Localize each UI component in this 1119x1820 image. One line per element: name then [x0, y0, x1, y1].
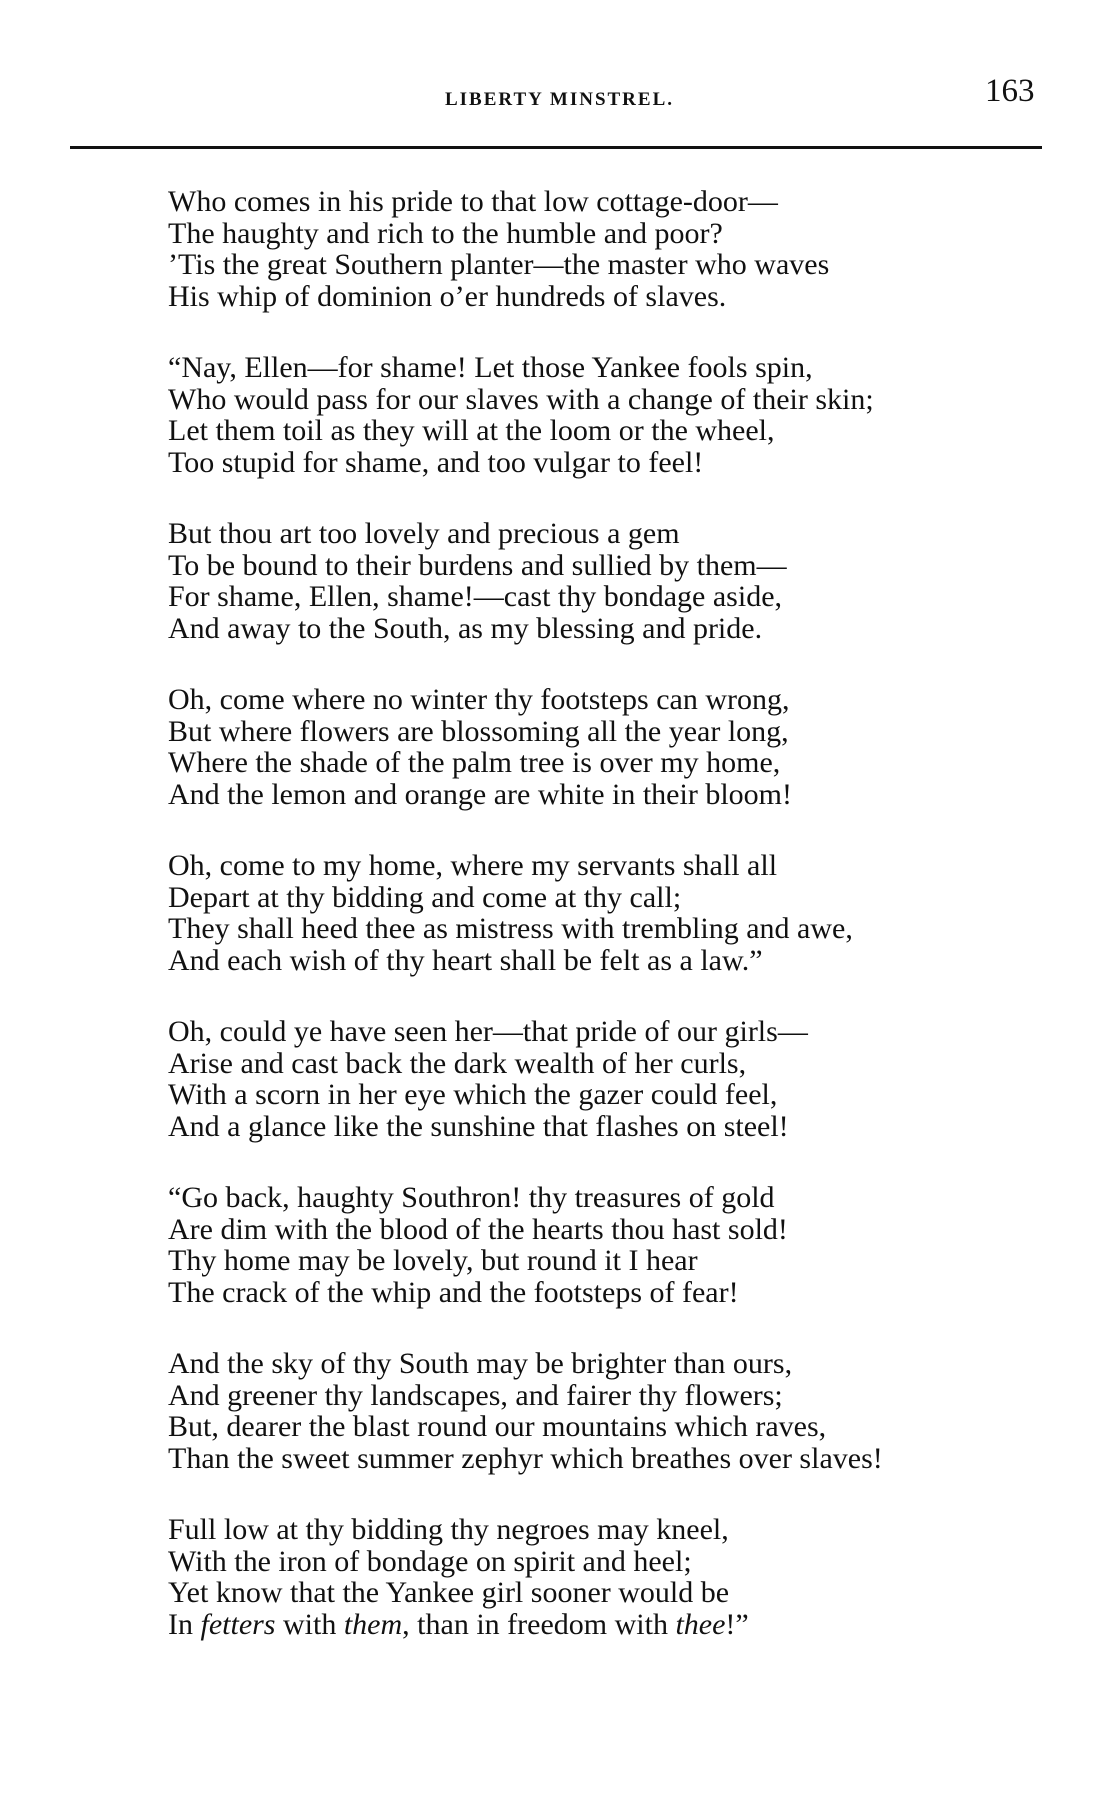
poem-line: Thy home may be lovely, but round it I hear	[168, 1244, 698, 1277]
poem-line: To be bound to their burdens and sullied by them—	[168, 548, 787, 582]
page-number: 163	[985, 73, 1035, 109]
stanza-2	[168, 352, 1028, 478]
poem-line: And greener thy landscapes, and fairer thy flowers;	[168, 1378, 783, 1412]
poem-line: Who would pass for our slaves with a change of their skin;	[168, 382, 874, 416]
poem-body	[168, 186, 1028, 1680]
poem-line: “Go back, haughty Southron! thy treasures of gold	[168, 1181, 775, 1214]
poem-line: And the sky of thy South may be brighter than ours,	[168, 1347, 793, 1380]
stanza-8	[168, 1348, 1028, 1474]
poem-line: Arise and cast back the dark wealth of her curls,	[168, 1046, 747, 1080]
poem-line: And a glance like the sunshine that flashes on steel!	[168, 1109, 789, 1143]
poem-line: Let them toil as they will at the loom or the wheel,	[168, 414, 775, 447]
poem-line: The crack of the whip and the footsteps of fear!	[168, 1275, 739, 1309]
stanza-4	[168, 684, 1028, 810]
poem-line: “Nay, Ellen—for shame! Let those Yankee fools spin,	[168, 351, 813, 384]
poem-line: And each wish of thy heart shall be felt as a law.”	[168, 943, 763, 977]
poem-line: Oh, could ye have seen her—that pride of our girls—	[168, 1015, 808, 1048]
stanza-1	[168, 186, 1028, 312]
poem-line: Full low at thy bidding thy negroes may kneel,	[168, 1513, 729, 1546]
poem-line: ’Tis the great Southern planter—the master who waves	[168, 248, 830, 281]
poem-line: With the iron of bondage on spirit and heel;	[168, 1544, 692, 1578]
stanza-7	[168, 1182, 1028, 1308]
poem-line: For shame, Ellen, shame!—cast thy bondage aside,	[168, 580, 783, 613]
header-rule	[70, 146, 1042, 149]
line-text: !”	[725, 1607, 749, 1641]
poem-line: Are dim with the blood of the hearts thou hast sold!	[168, 1212, 788, 1246]
line-text: In	[168, 1607, 201, 1641]
poem-line: The haughty and rich to the humble and poor?	[168, 216, 723, 250]
poem-line: Than the sweet summer zephyr which breathes over slaves!	[168, 1441, 883, 1475]
poem-line: Where the shade of the palm tree is over my home,	[168, 746, 781, 779]
line-text: , than in freedom with	[402, 1607, 676, 1641]
poem-final-line	[168, 1609, 1028, 1641]
page-header	[0, 62, 1119, 112]
stanza-5	[168, 850, 1028, 976]
italic-word: thee	[675, 1607, 726, 1641]
stanza-3	[168, 518, 1028, 644]
poem-line: His whip of dominion o’er hundreds of slaves.	[168, 279, 727, 313]
poem-line: But, dearer the blast round our mountains which raves,	[168, 1410, 827, 1443]
poem-line: Oh, come where no winter thy footsteps can wrong,	[168, 683, 790, 716]
poem-line: Oh, come to my home, where my servants shall all	[168, 849, 778, 882]
line-text: with	[275, 1607, 344, 1641]
poem-line: Depart at thy bidding and come at thy call;	[168, 880, 682, 914]
poem-line: They shall heed thee as mistress with trembling and awe,	[168, 912, 853, 945]
poem-line: But thou art too lovely and precious a gem	[168, 517, 680, 550]
poem-line: And the lemon and orange are white in their bloom!	[168, 777, 792, 811]
italic-word: fetters	[200, 1607, 276, 1641]
poem-line: Yet know that the Yankee girl sooner would be	[168, 1576, 730, 1609]
stanza-9	[168, 1514, 1028, 1640]
stanza-6	[168, 1016, 1028, 1142]
poem-line: Too stupid for shame, and too vulgar to feel!	[168, 445, 704, 479]
poem-line: And away to the South, as my blessing and pride.	[168, 611, 763, 645]
poem-line: But where flowers are blossoming all the year long,	[168, 714, 789, 748]
italic-word: them	[343, 1607, 403, 1641]
poem-line: Who comes in his pride to that low cottage-door—	[168, 185, 778, 218]
running-title: LIBERTY MINSTREL.	[444, 89, 674, 110]
poem-line: With a scorn in her eye which the gazer could feel,	[168, 1078, 778, 1111]
